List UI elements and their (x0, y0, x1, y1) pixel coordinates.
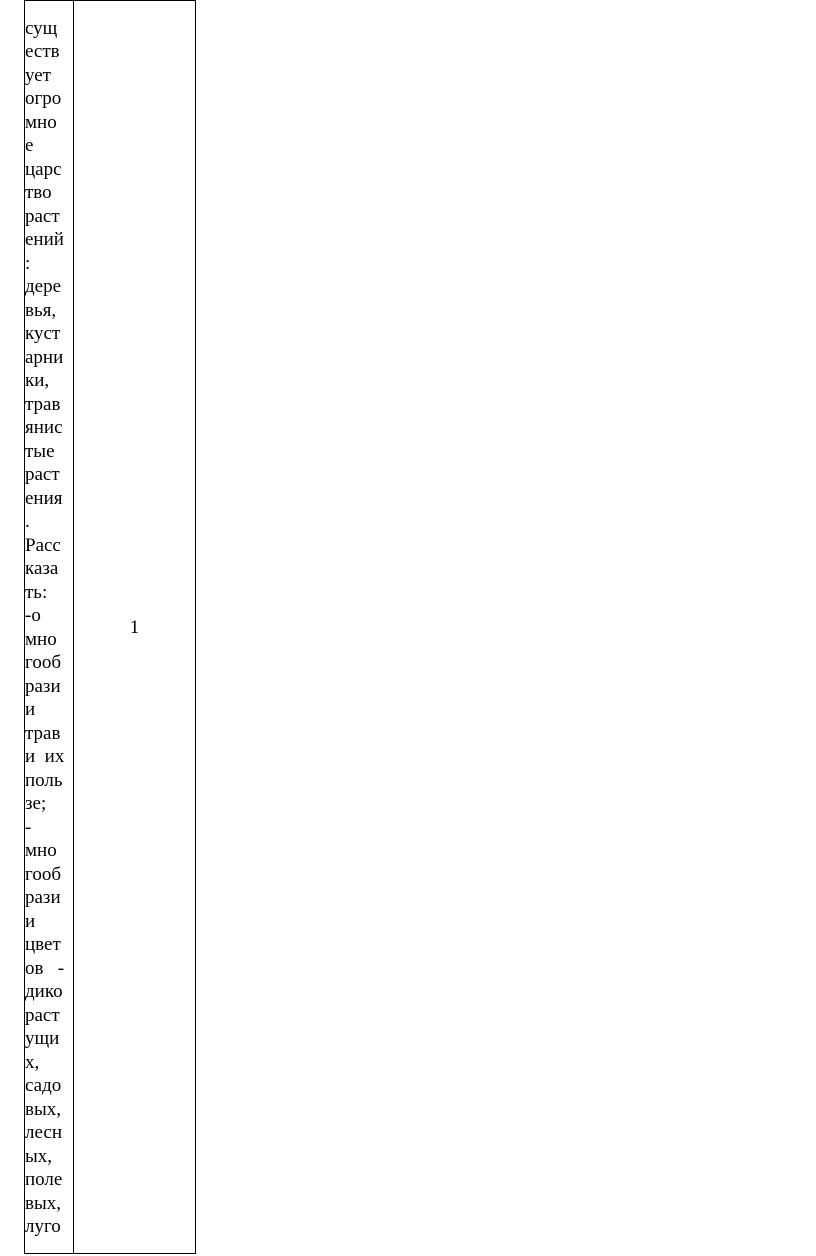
text-line: куст (25, 323, 61, 344)
text-line: х, (25, 1051, 40, 1073)
text-line: мно (25, 840, 57, 861)
text-line: Расс (25, 534, 61, 556)
text-line: трав (25, 393, 61, 415)
text-line: ки, (25, 370, 50, 391)
text-line: и их (25, 746, 65, 767)
content-table (24, 0, 196, 1254)
text-line: . (25, 511, 30, 532)
text-line: царс (25, 158, 62, 180)
text-line: - (25, 816, 32, 838)
text-line: раст (25, 1004, 60, 1026)
text-line: ущи (25, 1028, 60, 1049)
text-line: тые (25, 440, 55, 462)
text-line: дико (25, 981, 63, 1002)
text-line: ых, (25, 1145, 53, 1167)
text-line: янис (25, 417, 63, 438)
text-line: зе; (25, 793, 47, 814)
text-line: вых, (25, 1098, 61, 1120)
text-line: мно (25, 111, 57, 133)
text-line: гооб (25, 863, 61, 885)
text-line: раст (25, 464, 60, 485)
text-line: дере (25, 276, 62, 297)
text-line: ть: (25, 581, 48, 603)
table-row (25, 1, 196, 1254)
text-line: огро (25, 88, 62, 109)
text-line: и (25, 910, 36, 932)
text-line: гооб (25, 652, 61, 673)
description-cell (25, 1, 74, 1254)
text-line: лесн (25, 1122, 62, 1143)
text-line: сущ (25, 17, 58, 39)
text-line: трав (25, 722, 61, 744)
text-line: е (25, 135, 34, 156)
text-line: и (25, 699, 36, 720)
text-line: ует (25, 64, 51, 86)
text-line: : (25, 252, 31, 274)
text-line: вых, (25, 1192, 61, 1214)
text-line: ов - (25, 957, 65, 979)
text-line: арни (25, 346, 64, 368)
text-line: луго (25, 1216, 61, 1237)
text-line: еств (25, 41, 60, 62)
text-line: каза (25, 558, 59, 579)
text-line: мно (25, 628, 57, 650)
text-line: рази (25, 887, 61, 908)
text-line: вья, (25, 299, 57, 321)
text-line: -о (25, 605, 41, 626)
text-line: тво (25, 182, 52, 203)
count-cell (74, 1, 196, 1254)
text-line: цвет (25, 934, 61, 955)
text-line: ения (25, 487, 63, 509)
text-line: садо (25, 1075, 62, 1096)
text-line: рази (25, 675, 61, 697)
description-text (25, 17, 73, 1239)
text-line: раст (25, 205, 60, 227)
text-line: поль (25, 769, 63, 791)
text-line: поле (25, 1169, 63, 1190)
text-line: ений (25, 229, 64, 250)
count-value: 1 (129, 616, 140, 638)
